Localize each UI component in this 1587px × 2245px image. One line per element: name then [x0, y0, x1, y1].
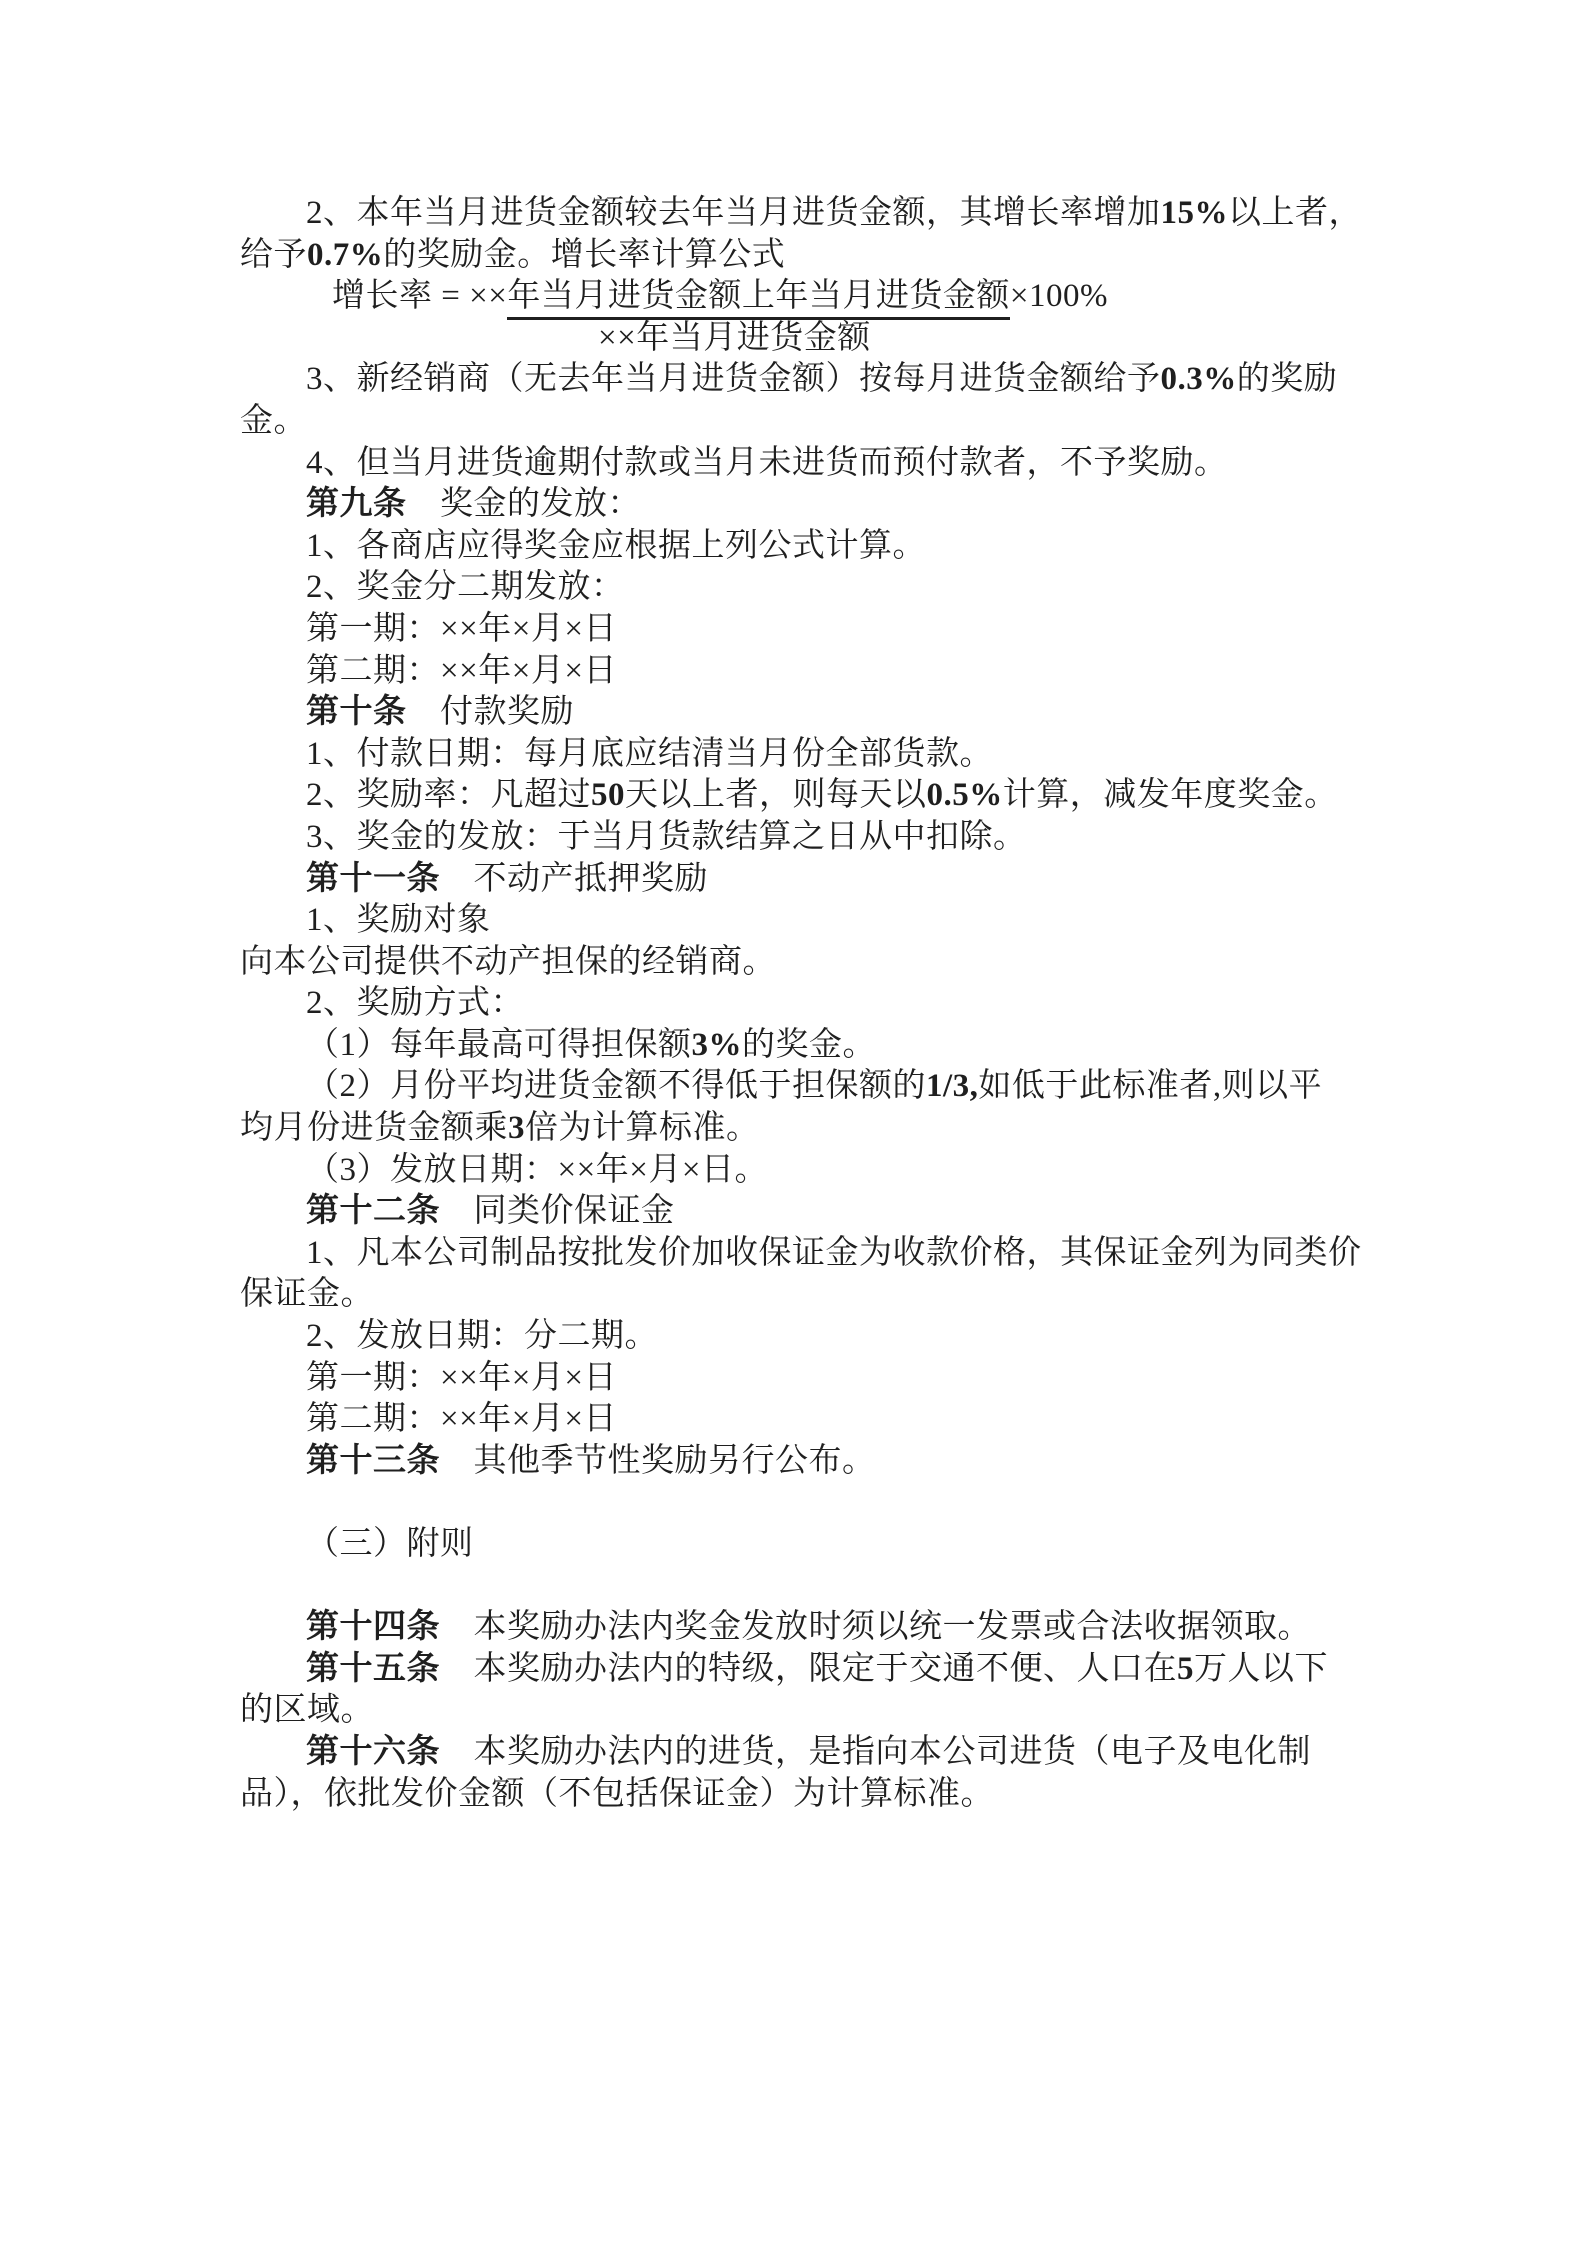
text-run: 本奖励办法内的特级，限定于交通不便、人口在: [440, 1650, 1177, 1687]
doc-line-27: [240, 1274, 1440, 1316]
document-body: [240, 193, 1440, 1815]
text-run: 不动产抵押奖励: [440, 860, 708, 897]
text-run: 同类价保证金: [440, 1193, 675, 1230]
text-run: 万人以下: [1194, 1650, 1328, 1687]
doc-line-11: [240, 609, 1440, 651]
doc-line-21: [240, 1025, 1440, 1067]
doc-line-28: [240, 1316, 1440, 1358]
text-run: 增长率 = ××: [332, 278, 508, 315]
text-run: 1、奖励对象: [306, 902, 491, 939]
text-run: （3）发放日期：××年×月×日。: [306, 1151, 768, 1188]
doc-line-31: [240, 1441, 1440, 1483]
blank-line: [240, 1482, 1440, 1524]
doc-line-38: [240, 1732, 1440, 1774]
doc-line-29: [240, 1358, 1440, 1400]
doc-line-20: [240, 983, 1440, 1025]
text-run: 本奖励办法内的进货，是指向本公司进货（电子及电化制: [440, 1733, 1311, 1770]
bold-run: 第十条: [306, 694, 407, 731]
text-run: 3、奖金的发放：于当月货款结算之日从中扣除。: [306, 818, 1027, 855]
text-run: 2、奖励率：凡超过: [306, 777, 591, 814]
text-run: 向本公司提供不动产担保的经销商。: [240, 943, 776, 980]
doc-line-35: [240, 1607, 1440, 1649]
text-run: 给予: [240, 236, 307, 273]
doc-line-25: [240, 1191, 1440, 1233]
doc-line-15: [240, 775, 1440, 817]
bold-run: 第十五条: [306, 1650, 440, 1687]
bold-run: 5: [1177, 1650, 1194, 1687]
text-run: 天以上者，则每天以: [625, 777, 927, 814]
text-run: 2、发放日期：分二期。: [306, 1318, 658, 1355]
doc-line-12: [240, 651, 1440, 693]
text-run: 计算，减发年度奖金。: [1002, 777, 1338, 814]
doc-line-5: [240, 359, 1440, 401]
doc-line-14: [240, 734, 1440, 776]
text-run: 4、但当月进货逾期付款或当月未进货而预付款者，不予奖励。: [306, 444, 1228, 481]
text-run: 的区域。: [240, 1692, 374, 1729]
doc-line-6: [240, 401, 1440, 443]
doc-line-24: [240, 1150, 1440, 1192]
text-run: 以上者，: [1228, 195, 1362, 231]
text-run: 的奖金。: [742, 1026, 876, 1063]
text-run: 保证金。: [240, 1276, 374, 1313]
bold-run: 0.5%: [926, 777, 1003, 814]
text-run: 倍为计算标准。: [525, 1110, 760, 1147]
text-run: 1、凡本公司制品按批发价加收保证金为收款价格，其保证金列为同类价: [306, 1234, 1362, 1271]
text-run: 2、奖金分二期发放：: [306, 569, 625, 606]
doc-line-3: [240, 276, 1440, 318]
text-run: 的奖励金。增长率计算公式: [383, 236, 786, 273]
text-run: 第二期：××年×月×日: [306, 1401, 617, 1438]
doc-line-19: [240, 942, 1440, 984]
doc-line-18: [240, 900, 1440, 942]
text-run: 1、各商店应得奖金应根据上列公式计算。: [306, 527, 926, 564]
bold-run: 第十二条: [306, 1193, 440, 1230]
text-run: 的奖励: [1236, 361, 1338, 398]
text-run: （三）附则: [306, 1526, 474, 1562]
text-run: 第二期：××年×月×日: [306, 652, 617, 689]
doc-line-4: [240, 318, 1440, 360]
bold-run: 第十三条: [306, 1442, 440, 1479]
bold-run: 0.7%: [307, 236, 384, 273]
text-run: ×100%: [1009, 278, 1108, 315]
bold-run: 第九条: [306, 486, 407, 523]
doc-line-10: [240, 567, 1440, 609]
blank-line: [240, 1566, 1440, 1608]
text-run: 3、新经销商（无去年当月进货金额）按每月进货金额给予: [306, 361, 1161, 398]
doc-line-23: [240, 1108, 1440, 1150]
doc-line-30: [240, 1399, 1440, 1441]
doc-line-7: [240, 443, 1440, 485]
bold-run: 3: [508, 1110, 525, 1147]
bold-run: 第十一条: [306, 860, 440, 897]
bold-run: 第十六条: [306, 1733, 440, 1770]
text-run: 1、付款日期：每月底应结清当月份全部货款。: [306, 735, 993, 772]
text-run: ××年当月进货金额: [598, 319, 871, 356]
formula-numerator-underline: 年当月进货金额上年当月进货金额: [507, 278, 1010, 320]
doc-line-16: [240, 817, 1440, 859]
text-run: 品），依批发价金额（不包括保证金）为计算标准。: [240, 1775, 994, 1812]
doc-line-36: [240, 1649, 1440, 1691]
doc-line-39: [240, 1774, 1440, 1816]
text-run: 付款奖励: [406, 694, 574, 731]
text-run: 第一期：××年×月×日: [306, 1359, 617, 1396]
text-run: 均月份进货金额乘: [240, 1110, 508, 1147]
bold-run: 第十四条: [306, 1609, 440, 1646]
text-run: 本奖励办法内奖金发放时须以统一发票或合法收据领取。: [440, 1609, 1311, 1646]
doc-line-22: [240, 1066, 1440, 1108]
bold-run: 50: [591, 777, 625, 814]
text-run: （1）每年最高可得担保额: [306, 1026, 692, 1063]
text-run: 第一期：××年×月×日: [306, 610, 617, 647]
bold-run: 15%: [1160, 195, 1228, 231]
doc-line-17: [240, 859, 1440, 901]
doc-line-8: [240, 484, 1440, 526]
doc-line-13: [240, 692, 1440, 734]
text-run: 如低于此标准者,则以平: [978, 1068, 1323, 1105]
text-run: 奖金的发放：: [406, 486, 641, 523]
bold-run: 1/3,: [926, 1068, 979, 1105]
bold-run: 3%: [691, 1026, 742, 1063]
text-run: 2、本年当月进货金额较去年当月进货金额，其增长率增加: [306, 195, 1161, 231]
doc-line-33: [240, 1524, 1440, 1566]
doc-line-2: [240, 235, 1440, 277]
doc-line-26: [240, 1233, 1440, 1275]
text-run: 2、奖励方式：: [306, 985, 524, 1022]
bold-run: 0.3%: [1160, 361, 1237, 398]
text-run: （2）月份平均进货金额不得低于担保额的: [306, 1068, 926, 1105]
doc-line-1: [240, 193, 1440, 235]
text-run: 金。: [240, 402, 307, 439]
text-run: 其他季节性奖励另行公布。: [440, 1442, 876, 1479]
doc-line-9: [240, 526, 1440, 568]
doc-line-37: [240, 1690, 1440, 1732]
